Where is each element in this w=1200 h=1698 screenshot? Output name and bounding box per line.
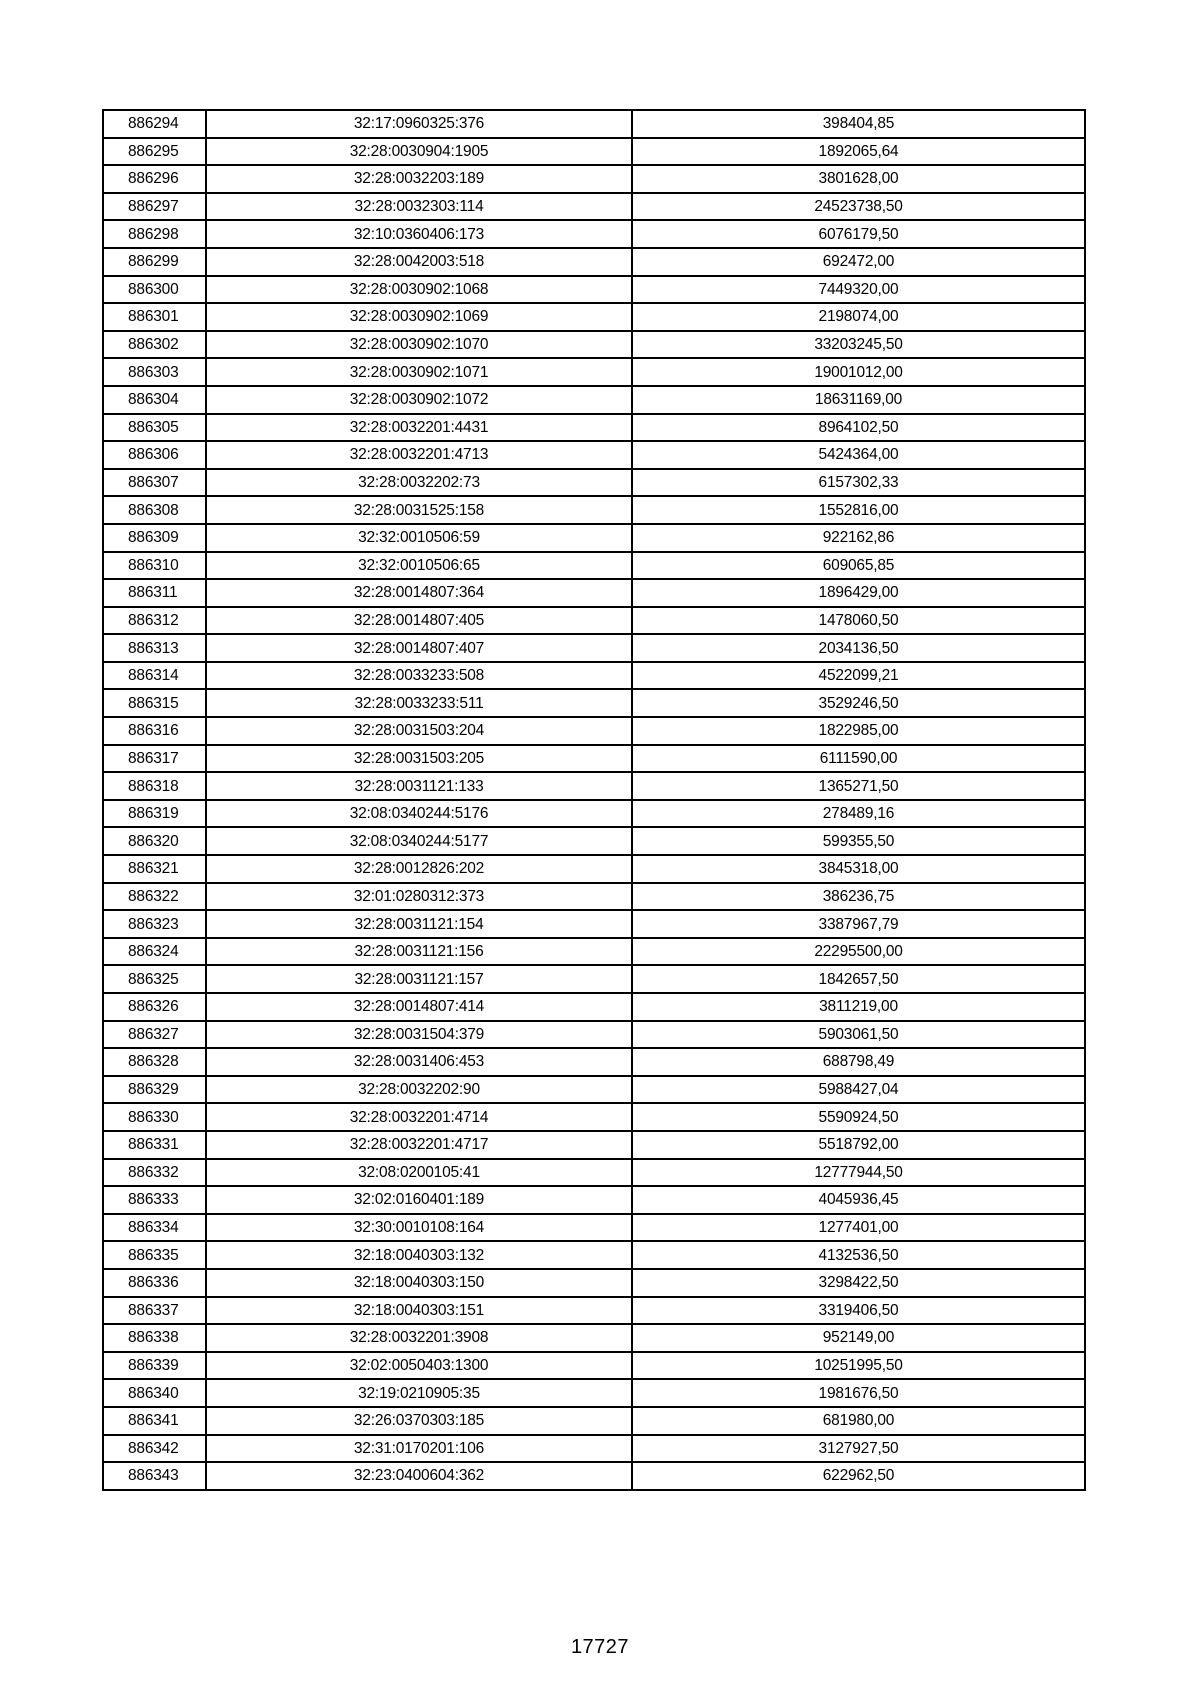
cadastral-number-cell: 32:28:0014807:405: [206, 607, 632, 635]
table-row: [103, 855, 1085, 883]
row-id-cell: 886318: [103, 772, 206, 800]
row-id-cell: 886325: [103, 965, 206, 993]
table-row: [103, 1048, 1085, 1076]
cadastral-number-cell: 32:28:0030902:1069: [206, 303, 632, 331]
table-row: [103, 883, 1085, 911]
table-row: [103, 1021, 1085, 1049]
row-id-cell: 886341: [103, 1407, 206, 1435]
value-cell: 4522099,21: [632, 662, 1085, 690]
value-cell: 4045936,45: [632, 1186, 1085, 1214]
row-id-cell: 886322: [103, 883, 206, 911]
value-cell: 1277401,00: [632, 1214, 1085, 1242]
row-id-cell: 886303: [103, 358, 206, 386]
page-number: 17727: [570, 1636, 630, 1658]
value-cell: 1842657,50: [632, 965, 1085, 993]
cadastral-number-cell: 32:28:0031121:133: [206, 772, 632, 800]
value-cell: 24523738,50: [632, 193, 1085, 221]
value-cell: 6076179,50: [632, 220, 1085, 248]
table-row: [103, 1269, 1085, 1297]
value-cell: 2198074,00: [632, 303, 1085, 331]
row-id-cell: 886319: [103, 800, 206, 828]
row-id-cell: 886321: [103, 855, 206, 883]
row-id-cell: 886336: [103, 1269, 206, 1297]
table-row: [103, 414, 1085, 442]
row-id-cell: 886328: [103, 1048, 206, 1076]
row-id-cell: 886323: [103, 910, 206, 938]
row-id-cell: 886311: [103, 579, 206, 607]
table-row: [103, 1435, 1085, 1463]
value-cell: 398404,85: [632, 110, 1085, 138]
value-cell: 952149,00: [632, 1324, 1085, 1352]
table-row: [103, 110, 1085, 138]
cadastral-number-cell: 32:23:0400604:362: [206, 1462, 632, 1490]
cadastral-number-cell: 32:08:0340244:5176: [206, 800, 632, 828]
value-cell: 4132536,50: [632, 1241, 1085, 1269]
value-cell: 5518792,00: [632, 1131, 1085, 1159]
cadastral-number-cell: 32:28:0030902:1068: [206, 276, 632, 304]
cadastral-number-cell: 32:28:0032203:189: [206, 165, 632, 193]
value-cell: 688798,49: [632, 1048, 1085, 1076]
cadastral-number-cell: 32:28:0014807:414: [206, 993, 632, 1021]
table-row: [103, 827, 1085, 855]
row-id-cell: 886315: [103, 689, 206, 717]
row-id-cell: 886340: [103, 1379, 206, 1407]
value-cell: 1552816,00: [632, 496, 1085, 524]
row-id-cell: 886307: [103, 469, 206, 497]
value-cell: 622962,50: [632, 1462, 1085, 1490]
row-id-cell: 886324: [103, 938, 206, 966]
cadastral-number-cell: 32:28:0031504:379: [206, 1021, 632, 1049]
registry-table-container: [102, 109, 1084, 1491]
cadastral-number-cell: 32:18:0040303:132: [206, 1241, 632, 1269]
table-row: [103, 358, 1085, 386]
value-cell: 3845318,00: [632, 855, 1085, 883]
row-id-cell: 886326: [103, 993, 206, 1021]
cadastral-number-cell: 32:28:0032303:114: [206, 193, 632, 221]
cadastral-number-cell: 32:01:0280312:373: [206, 883, 632, 911]
table-row: [103, 1324, 1085, 1352]
table-row: [103, 1214, 1085, 1242]
table-row: [103, 689, 1085, 717]
value-cell: 3319406,50: [632, 1297, 1085, 1325]
table-row: [103, 138, 1085, 166]
value-cell: 7449320,00: [632, 276, 1085, 304]
row-id-cell: 886310: [103, 552, 206, 580]
table-row: [103, 772, 1085, 800]
cadastral-number-cell: 32:32:0010506:65: [206, 552, 632, 580]
value-cell: 3801628,00: [632, 165, 1085, 193]
value-cell: 922162,86: [632, 524, 1085, 552]
value-cell: 692472,00: [632, 248, 1085, 276]
table-row: [103, 165, 1085, 193]
cadastral-number-cell: 32:32:0010506:59: [206, 524, 632, 552]
cadastral-number-cell: 32:08:0200105:41: [206, 1159, 632, 1187]
row-id-cell: 886301: [103, 303, 206, 331]
value-cell: 1981676,50: [632, 1379, 1085, 1407]
table-row: [103, 303, 1085, 331]
table-row: [103, 1297, 1085, 1325]
row-id-cell: 886312: [103, 607, 206, 635]
cadastral-number-cell: 32:28:0031406:453: [206, 1048, 632, 1076]
value-cell: 681980,00: [632, 1407, 1085, 1435]
table-row: [103, 386, 1085, 414]
value-cell: 5988427,04: [632, 1076, 1085, 1104]
table-row: [103, 1407, 1085, 1435]
row-id-cell: 886339: [103, 1352, 206, 1380]
value-cell: 3298422,50: [632, 1269, 1085, 1297]
table-row: [103, 1186, 1085, 1214]
table-row: [103, 276, 1085, 304]
cadastral-number-cell: 32:28:0030904:1905: [206, 138, 632, 166]
table-row: [103, 1241, 1085, 1269]
row-id-cell: 886337: [103, 1297, 206, 1325]
table-row: [103, 717, 1085, 745]
row-id-cell: 886334: [103, 1214, 206, 1242]
table-row: [103, 248, 1085, 276]
row-id-cell: 886308: [103, 496, 206, 524]
row-id-cell: 886300: [103, 276, 206, 304]
cadastral-number-cell: 32:28:0032201:4713: [206, 441, 632, 469]
cadastral-number-cell: 32:28:0032201:4717: [206, 1131, 632, 1159]
cadastral-number-cell: 32:28:0033233:508: [206, 662, 632, 690]
row-id-cell: 886330: [103, 1103, 206, 1131]
table-row: [103, 800, 1085, 828]
table-row: [103, 524, 1085, 552]
cadastral-number-cell: 32:28:0030902:1070: [206, 331, 632, 359]
row-id-cell: 886331: [103, 1131, 206, 1159]
cadastral-number-cell: 32:10:0360406:173: [206, 220, 632, 248]
value-cell: 33203245,50: [632, 331, 1085, 359]
row-id-cell: 886297: [103, 193, 206, 221]
cadastral-number-cell: 32:18:0040303:150: [206, 1269, 632, 1297]
row-id-cell: 886298: [103, 220, 206, 248]
value-cell: 609065,85: [632, 552, 1085, 580]
value-cell: 19001012,00: [632, 358, 1085, 386]
value-cell: 5424364,00: [632, 441, 1085, 469]
table-row: [103, 965, 1085, 993]
value-cell: 8964102,50: [632, 414, 1085, 442]
cadastral-number-cell: 32:28:0042003:518: [206, 248, 632, 276]
table-row: [103, 552, 1085, 580]
cadastral-number-cell: 32:28:0031503:204: [206, 717, 632, 745]
table-row: [103, 331, 1085, 359]
cadastral-number-cell: 32:08:0340244:5177: [206, 827, 632, 855]
row-id-cell: 886305: [103, 414, 206, 442]
cadastral-number-cell: 32:28:0033233:511: [206, 689, 632, 717]
cadastral-number-cell: 32:28:0031503:205: [206, 745, 632, 773]
cadastral-number-cell: 32:02:0160401:189: [206, 1186, 632, 1214]
registry-table: [102, 109, 1086, 1491]
value-cell: 278489,16: [632, 800, 1085, 828]
cadastral-number-cell: 32:28:0031121:156: [206, 938, 632, 966]
cadastral-number-cell: 32:28:0012826:202: [206, 855, 632, 883]
row-id-cell: 886343: [103, 1462, 206, 1490]
cadastral-number-cell: 32:28:0032201:4714: [206, 1103, 632, 1131]
table-row: [103, 1076, 1085, 1104]
value-cell: 599355,50: [632, 827, 1085, 855]
table-row: [103, 1103, 1085, 1131]
table-row: [103, 993, 1085, 1021]
row-id-cell: 886306: [103, 441, 206, 469]
row-id-cell: 886327: [103, 1021, 206, 1049]
row-id-cell: 886342: [103, 1435, 206, 1463]
row-id-cell: 886332: [103, 1159, 206, 1187]
table-row: [103, 662, 1085, 690]
cadastral-number-cell: 32:28:0014807:364: [206, 579, 632, 607]
row-id-cell: 886313: [103, 634, 206, 662]
row-id-cell: 886296: [103, 165, 206, 193]
cadastral-number-cell: 32:28:0014807:407: [206, 634, 632, 662]
value-cell: 386236,75: [632, 883, 1085, 911]
cadastral-number-cell: 32:19:0210905:35: [206, 1379, 632, 1407]
value-cell: 5903061,50: [632, 1021, 1085, 1049]
row-id-cell: 886329: [103, 1076, 206, 1104]
row-id-cell: 886299: [103, 248, 206, 276]
cadastral-number-cell: 32:28:0032201:3908: [206, 1324, 632, 1352]
cadastral-number-cell: 32:28:0032201:4431: [206, 414, 632, 442]
row-id-cell: 886320: [103, 827, 206, 855]
cadastral-number-cell: 32:18:0040303:151: [206, 1297, 632, 1325]
table-row: [103, 1352, 1085, 1380]
value-cell: 1892065,64: [632, 138, 1085, 166]
cadastral-number-cell: 32:31:0170201:106: [206, 1435, 632, 1463]
value-cell: 3529246,50: [632, 689, 1085, 717]
table-row: [103, 607, 1085, 635]
table-row: [103, 910, 1085, 938]
table-row: [103, 496, 1085, 524]
cadastral-number-cell: 32:17:0960325:376: [206, 110, 632, 138]
value-cell: 1896429,00: [632, 579, 1085, 607]
cadastral-number-cell: 32:28:0032202:73: [206, 469, 632, 497]
row-id-cell: 886302: [103, 331, 206, 359]
row-id-cell: 886333: [103, 1186, 206, 1214]
cadastral-number-cell: 32:02:0050403:1300: [206, 1352, 632, 1380]
table-row: [103, 1159, 1085, 1187]
row-id-cell: 886338: [103, 1324, 206, 1352]
value-cell: 2034136,50: [632, 634, 1085, 662]
row-id-cell: 886316: [103, 717, 206, 745]
value-cell: 10251995,50: [632, 1352, 1085, 1380]
cadastral-number-cell: 32:30:0010108:164: [206, 1214, 632, 1242]
cadastral-number-cell: 32:28:0031121:157: [206, 965, 632, 993]
value-cell: 3811219,00: [632, 993, 1085, 1021]
value-cell: 5590924,50: [632, 1103, 1085, 1131]
value-cell: 22295500,00: [632, 938, 1085, 966]
row-id-cell: 886314: [103, 662, 206, 690]
row-id-cell: 886317: [103, 745, 206, 773]
table-row: [103, 193, 1085, 221]
row-id-cell: 886309: [103, 524, 206, 552]
value-cell: 6111590,00: [632, 745, 1085, 773]
cadastral-number-cell: 32:28:0030902:1071: [206, 358, 632, 386]
cadastral-number-cell: 32:28:0031525:158: [206, 496, 632, 524]
value-cell: 3127927,50: [632, 1435, 1085, 1463]
registry-table-body: [103, 110, 1085, 1490]
table-row: [103, 469, 1085, 497]
value-cell: 1478060,50: [632, 607, 1085, 635]
row-id-cell: 886335: [103, 1241, 206, 1269]
cadastral-number-cell: 32:28:0031121:154: [206, 910, 632, 938]
value-cell: 6157302,33: [632, 469, 1085, 497]
value-cell: 12777944,50: [632, 1159, 1085, 1187]
value-cell: 1822985,00: [632, 717, 1085, 745]
table-row: [103, 1379, 1085, 1407]
table-row: [103, 745, 1085, 773]
cadastral-number-cell: 32:26:0370303:185: [206, 1407, 632, 1435]
value-cell: 3387967,79: [632, 910, 1085, 938]
table-row: [103, 1462, 1085, 1490]
row-id-cell: 886294: [103, 110, 206, 138]
table-row: [103, 441, 1085, 469]
table-row: [103, 220, 1085, 248]
value-cell: 18631169,00: [632, 386, 1085, 414]
row-id-cell: 886304: [103, 386, 206, 414]
cadastral-number-cell: 32:28:0030902:1072: [206, 386, 632, 414]
table-row: [103, 1131, 1085, 1159]
table-row: [103, 634, 1085, 662]
value-cell: 1365271,50: [632, 772, 1085, 800]
row-id-cell: 886295: [103, 138, 206, 166]
cadastral-number-cell: 32:28:0032202:90: [206, 1076, 632, 1104]
table-row: [103, 938, 1085, 966]
table-row: [103, 579, 1085, 607]
